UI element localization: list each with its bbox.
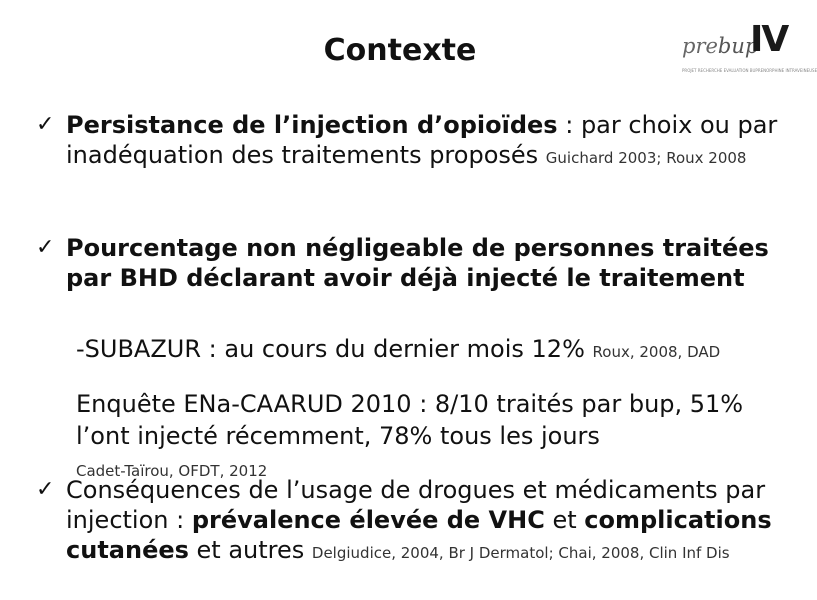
logo-iv: IV <box>750 19 788 60</box>
bullet-2-bold: Pourcentage non négligeable de personnes traitées par BHD déclarant avoir déjà injecté le traitement <box>66 234 769 292</box>
sub-item-ena-caarud-text: Enquête ENa-CAARUD 2010 : 8/10 traités par bup, 51% l’ont injecté récemment, 78% tous les jours <box>76 390 744 450</box>
sub-item-subazur <box>76 333 776 368</box>
slide-title: Contexte <box>323 33 477 68</box>
checkmark-icon: ✓ <box>36 235 55 260</box>
bullet-2-text <box>66 233 786 293</box>
bullet-1-bold: Persistance de l’injection d’opioïdes <box>66 111 558 139</box>
bullet-3-text <box>66 475 786 568</box>
bullet-1-text <box>66 110 786 173</box>
sub-item-subazur-text: -SUBAZUR : au cours du dernier mois 12% <box>76 335 593 363</box>
logo-wordmark <box>682 34 758 58</box>
bullet-3-body-1: Conséquences de l’usage de drogues et médicaments par injection : <box>66 476 766 534</box>
bullet-1-body: : par choix ou par inadéquation des traitements proposés <box>66 111 778 169</box>
bullet-3-ref: Delgiudice, 2004, Br J Dermatol; Chai, 2008, Clin Inf Dis <box>311 544 730 562</box>
logo-mid: bup <box>717 34 759 58</box>
prebup-iv-logo <box>678 12 817 82</box>
sub-item-subazur-ref: Roux, 2008, DAD <box>592 343 721 361</box>
logo-tagline: PROJET RECHERCHE EVALUATION BUPRENORPHINE INTRAVEINEUSE <box>682 68 817 73</box>
bullet-3-bold-1: prévalence élevée de VHC <box>191 506 545 534</box>
bullet-3-body-3: et autres <box>188 536 312 564</box>
bullet-1-ref: Guichard 2003; Roux 2008 <box>545 149 747 167</box>
bullet-3-body-2: et <box>544 506 585 534</box>
checkmark-icon: ✓ <box>36 477 55 502</box>
checkmark-icon: ✓ <box>36 112 55 137</box>
bullet-3-bold-2: complications cutanées <box>66 506 772 564</box>
sub-item-ena-caarud <box>76 388 776 487</box>
sub-item-ena-caarud-ref: Cadet-Taïrou, OFDT, 2012 <box>76 462 268 480</box>
logo-prefix: pre <box>682 34 718 58</box>
